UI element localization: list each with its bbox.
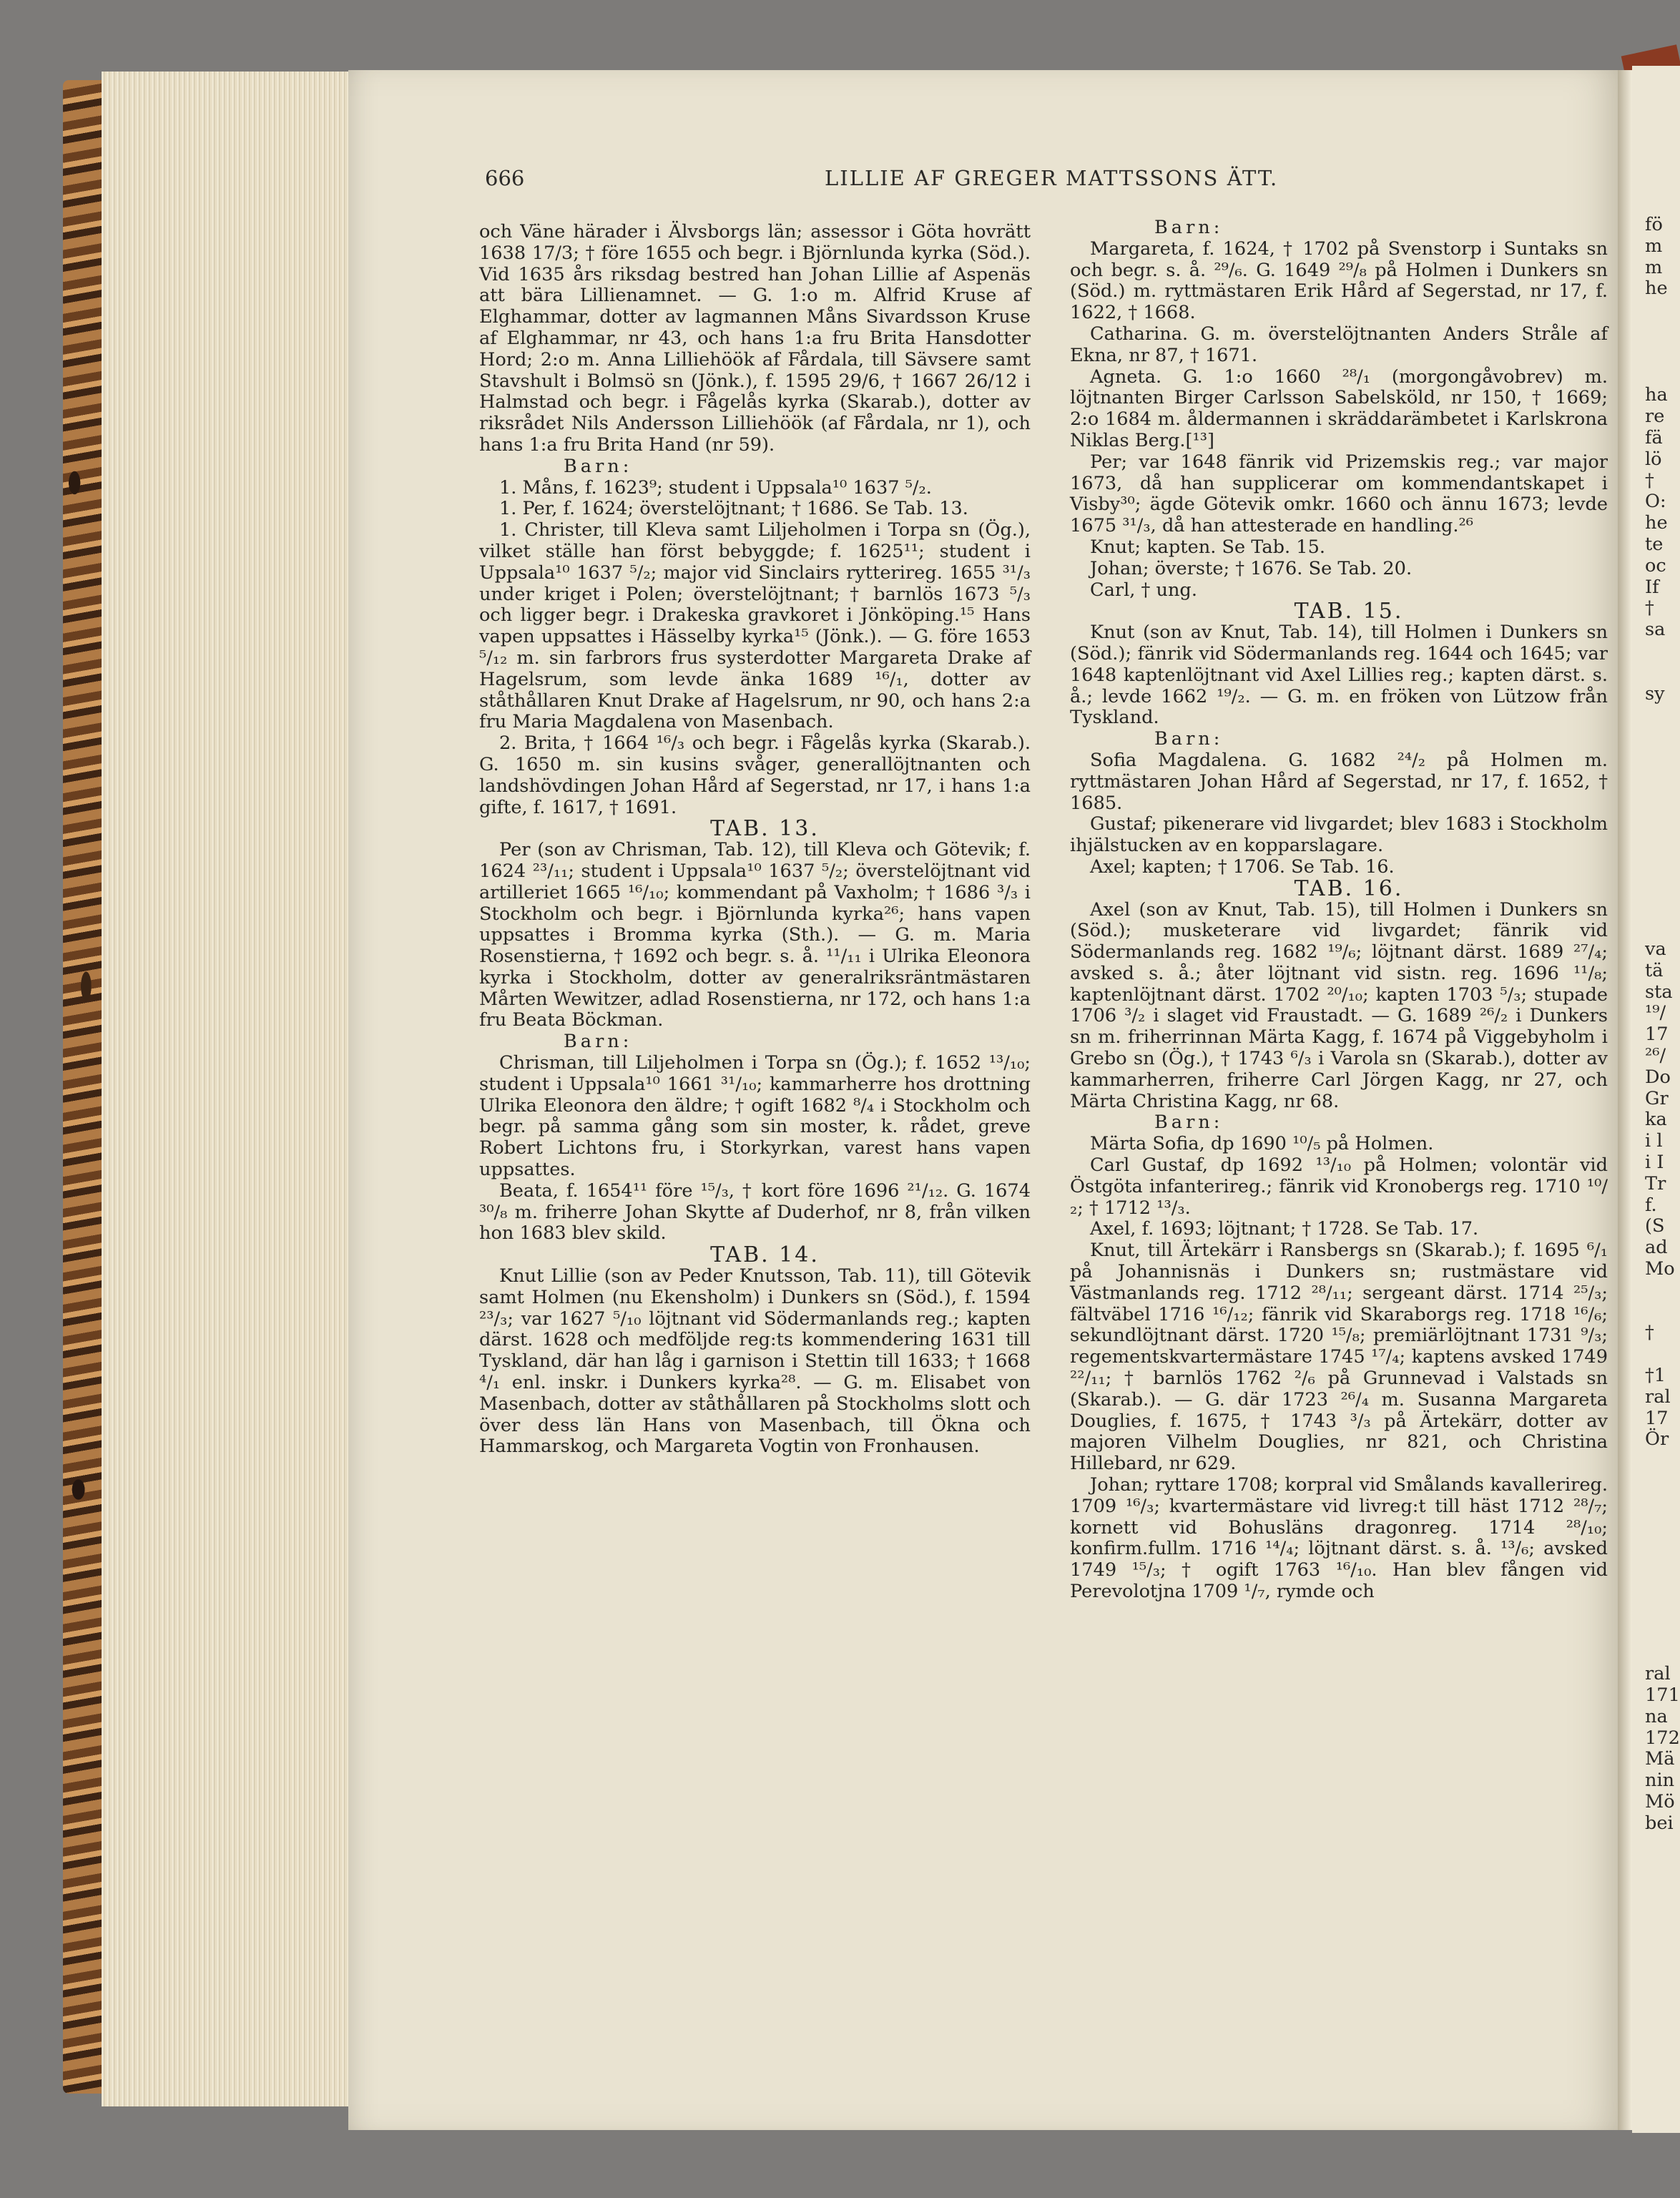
paragraph: Sofia Magdalena. G. 1682 ²⁴/₂ på Holmen m. ryttmästaren Johan Hård af Segerstad, nr 17, f. 1652, † 1685. bbox=[1070, 749, 1608, 814]
page-title: LILLIE AF GREGER MATTSSONS ÄTT. bbox=[825, 166, 1279, 190]
barn-heading: Barn: bbox=[1154, 1112, 1224, 1134]
running-head bbox=[485, 166, 1621, 195]
paragraph: Axel (son av Knut, Tab. 15), till Holmen i Dunkers sn (Söd.); musketerare vid livgardet; fänrik vid Södermanlands reg. 1682 ¹⁹/₆; löjtnant därst. 1689 ²⁷/₄; avsked s. å.; åter löjtnant vid sistn. reg. 1696 ¹¹/₈; kaptenlöjtnant därst. 1702 ²⁰/₁₀; kapten 1703 ⁵/₃; stupade 1706 ³/₂ i slaget vid Fraustadt. — G. 1689 ²⁶/₂ i Dunkers sn m. friherrinnan Märta Kagg, f. 1674 på Viggebyholm i Grebo sn (Ög.), † 1743 ⁶/₃ i Varola sn (Skarab.), dotter av kammarherren, friherre Carl Jörgen Kagg, nr 27, och Märta Christina Kagg, nr 68. bbox=[1070, 898, 1608, 1112]
paragraph: 1. Christer, till Kleva samt Liljeholmen i Torpa sn (Ög.), vilket ställe han först bebyggde; f. 1625¹¹; student i Uppsala¹⁰ 1637 ⁵/₂; major vid Sinclairs rytterireg. 1655 ³¹/₃ under kriget i Polen; överstelöjtnant; † barnlös 1673 ⁵/₃ och ligger begr. i Drakeska gravkoret i Jönköping.¹⁵ Hans vapen uppsattes i Hässelby kyrka¹⁵ (Jönk.). — G. före 1653 ⁵/₁₂ m. sin farbrors frus systerdotter Margareta Drake af Hagelsrum, som levde änka 1689 ¹⁶/₁, dotter av ståthållaren Knut Drake af Hagelsrum, nr 90, och hans 2:a fru Maria Magdalena von Masenbach. bbox=[479, 519, 1031, 733]
paragraph: 1. Per, f. 1624; överstelöjtnant; † 1686. Se Tab. 13. bbox=[499, 498, 968, 520]
paragraph: 2. Brita, † 1664 ¹⁶/₃ och begr. i Fågelås kyrka (Skarab.). G. 1650 m. sin kusins svåger, generallöjtnanten och landshövdingen Johan Hård af Segerstad, nr 17, i hans 1:a gifte, f. 1617, † 1691. bbox=[479, 732, 1031, 818]
barn-heading: Barn: bbox=[1154, 217, 1224, 238]
book-spine-marbled bbox=[63, 80, 102, 2094]
page-edges bbox=[102, 72, 348, 2106]
paragraph: Knut, till Ärtekärr i Ransbergs sn (Skarab.); f. 1695 ⁶/₁ på Johannisnäs i Dunkers sn; rustmästare vid Västmanlands reg. 1712 ²⁸/₁₁; sergeant därst. 1714 ²⁵/₃; fältväbel 1716 ¹⁶/₁₂; fänrik vid Skaraborgs reg. 1718 ¹⁶/₆; sekundlöjtnant därst. 1720 ¹⁵/₈; premiärlöjtnant 1731 ⁹/₃; regementskvartermästare 1745 ¹⁷/₄; kaptens avsked 1749 ²²/₁₁; † barnlös 1762 ²/₆ på Grunnevad i Valstads sn (Skarab.). — G. där 1723 ²⁶/₄ m. Susanna Margareta Douglies, f. 1675, † 1743 ³/₃ på Ärtekärr, dotter av majoren Vilhelm Douglies, nr 821, och Christina Hillebard, nr 629. bbox=[1070, 1240, 1608, 1475]
paragraph: Per (son av Chrisman, Tab. 12), till Kleva och Götevik; f. 1624 ²³/₁₁; student i Uppsala¹⁰ 1637 ⁵/₂; överstelöjtnant vid artilleriet 1665 ¹⁶/₁₀; kommendant på Vaxholm; † 1686 ³/₃ i Stockholm och begr. i Björnlunda kyrka²⁶; hans vapen uppsattes i Bromma kyrka (Sth.). — G. m. Maria Rosenstierna, † 1692 och begr. s. å. ¹¹/₁₁ i Ulrika Eleonora kyrka i Stockholm, dotter av generalriksräntmästaren Mårten Wewitzer, adlad Rosenstierna, nr 172, och hans 1:a fru Beata Böckman. bbox=[479, 839, 1031, 1031]
paragraph: Beata, f. 1654¹¹ före ¹⁵/₃, † kort före 1696 ²¹/₁₂. G. 1674 ³⁰/₈ m. friherre Johan Skytte af Duderhof, nr 8, från vilken hon 1683 blev skild. bbox=[479, 1179, 1031, 1245]
paragraph: Per; var 1648 fänrik vid Prizemskis reg.; var major 1673, då han supplicerar om kommendantskapet i Visby³⁰; ägde Götevik omkr. 1660 och ännu 1673; levde 1675 ³¹/₃, då han attesterade en handling.²⁶ bbox=[1070, 451, 1608, 537]
barn-heading: Barn: bbox=[564, 1031, 633, 1053]
paragraph: Axel, f. 1693; löjtnant; † 1728. Se Tab. 17. bbox=[1090, 1218, 1479, 1240]
paragraph: Chrisman, till Liljeholmen i Torpa sn (Ög.); f. 1652 ¹³/₁₀; student i Uppsala¹⁰ 1661 ³¹/₁₀; kammarherre hos drottning Ulrika Eleonora den äldre; † ogift 1682 ⁸/₄ i Stockholm och begr. på samma gång som sin moster, k. rådet, greve Robert Lichtons fru, i Storkyrkan, varest hans vapen uppsattes. bbox=[479, 1052, 1031, 1181]
paragraph: Knut Lillie (son av Peder Knutsson, Tab. 11), till Götevik samt Holmen (nu Ekensholm) i Dunkers sn (Söd.), f. 1594 ²³/₃; var 1627 ⁵/₁₀ löjtnant vid Södermanlands reg.; kapten därst. 1628 och medföljde reg:ts kommendering 1631 till Tyskland, där han låg i garnison i Stettin till 1633; † 1668 ⁴/₁ enl. inskr. i Dunkers kyrka²⁸. — G. m. Elisabet von Masenbach, dotter av ståthållaren på Stockholms slott och över dess län Hans von Masenbach, till Ökna och Hammarskog, och Margareta Vogtin von Fronhausen. bbox=[479, 1265, 1031, 1458]
next-page-text-fragments: fö m m he ha re fä lö † O: he te oc If † sa sy va tä sta ¹⁹/ 17 ²⁶/ Do Gr ka i l i I Tr f. (S ad Mo † †1 ral 17 Ör ral 171 na 172 Mä nin Mö bei bbox=[1645, 215, 1680, 1834]
barn-heading: Barn: bbox=[1154, 728, 1224, 750]
section-heading-tab-16: TAB. 16. bbox=[1294, 875, 1404, 901]
paragraph: Catharina. G. m. överstelöjtnanten Anders Stråle af Ekna, nr 87, † 1671. bbox=[1070, 323, 1608, 366]
paragraph: Knut; kapten. Se Tab. 15. bbox=[1090, 536, 1325, 558]
paragraph: Carl, † ung. bbox=[1090, 579, 1197, 601]
section-heading-tab-15: TAB. 15. bbox=[1294, 599, 1404, 624]
paragraph: Carl Gustaf, dp 1692 ¹³/₁₀ på Holmen; volontär vid Östgöta infanterireg.; fänrik vid Kronobergs reg. 1710 ¹⁰/₂; † 1712 ¹³/₃. bbox=[1070, 1154, 1608, 1219]
right-column bbox=[1070, 217, 1608, 1603]
gutter bbox=[1618, 70, 1632, 2130]
page-number: 666 bbox=[485, 166, 525, 190]
paragraph: och Väne härader i Älvsborgs län; assessor i Göta hovrätt 1638 17/3; † före 1655 och begr. i Björnlunda kyrka (Söd.). Vid 1635 års riksdag bestred han Johan Lillie af Aspenäs att bära Lillienamnet. — G. 1:o m. Alfrid Kruse af Elghammar, dotter av lagmannen Måns Sivardsson Kruse af Elghammar, nr 43, och hans 1:a fru Brita Hansdotter Hord; 2:o m. Anna Lilliehöök af Fårdala, till Sävsere samt Stavshult i Bolmsö sn (Jönk.), f. 1595 29/6, † 1667 26/12 i Halmstad och begr. i Fågelås kyrka (Skarab.), dotter av riksrådet Nils Andersson Lilliehöök (af Fårdala, nr 1), och hans 1:a fru Brita Hand (nr 59). bbox=[479, 221, 1031, 456]
paragraph: Johan; överste; † 1676. Se Tab. 20. bbox=[1090, 557, 1413, 579]
paragraph: Knut (son av Knut, Tab. 14), till Holmen i Dunkers sn (Söd.); fänrik vid Södermanlands reg. 1644 och 1645; var 1648 kaptenlöjtnant vid Axel Lillies reg.; kapten därst. s. å.; levde 1662 ¹⁹/₂. — G. m. en fröken von Lützow från Tyskland. bbox=[1070, 622, 1608, 729]
paragraph: Agneta. G. 1:o 1660 ²⁸/₁ (morgongåvobrev) m. löjtnanten Birger Carlsson Sabelsköld, nr 150, † 1669; 2:o 1684 m. åldermannen i skräddarämbetet i Karlskrona Niklas Berg.[¹³] bbox=[1070, 365, 1608, 451]
section-heading-tab-13: TAB. 13. bbox=[710, 816, 820, 842]
left-column bbox=[479, 222, 1031, 1458]
paragraph: 1. Måns, f. 1623⁹; student i Uppsala¹⁰ 1637 ⁵/₂. bbox=[499, 476, 932, 499]
barn-heading: Barn: bbox=[564, 455, 633, 477]
paragraph: Johan; ryttare 1708; korpral vid Smålands kavallerireg. 1709 ¹⁶/₃; kvartermästare vid livreg:t till häst 1712 ²⁸/₇; kornett vid Bohusläns dragonreg. 1714 ²⁸/₁₀; konfirm.fullm. 1716 ¹⁴/₄; löjtnant därst. s. å. ¹³/₆; avsked 1749 ¹⁵/₃; † ogift 1763 ¹⁶/₁₀. Han blev fången vid Perevolotjna 1709 ¹/₇, rymde och bbox=[1070, 1474, 1608, 1602]
paragraph: Märta Sofia, dp 1690 ¹⁰/₅ på Holmen. bbox=[1090, 1133, 1434, 1155]
section-heading-tab-14: TAB. 14. bbox=[710, 1242, 820, 1268]
paragraph: Axel; kapten; † 1706. Se Tab. 16. bbox=[1090, 855, 1395, 878]
paragraph: Margareta, f. 1624, † 1702 på Svenstorp i Suntaks sn och begr. s. å. ²⁹/₆. G. 1649 ²⁹/₈ på Holmen i Dunkers sn (Söd.) m. ryttmästaren Erik Hård af Segerstad, nr 17, f. 1622, † 1668. bbox=[1070, 237, 1608, 324]
paragraph: Gustaf; pikenerare vid livgardet; blev 1683 i Stockholm ihjälstucken av en kopparslagare. bbox=[1070, 813, 1608, 857]
